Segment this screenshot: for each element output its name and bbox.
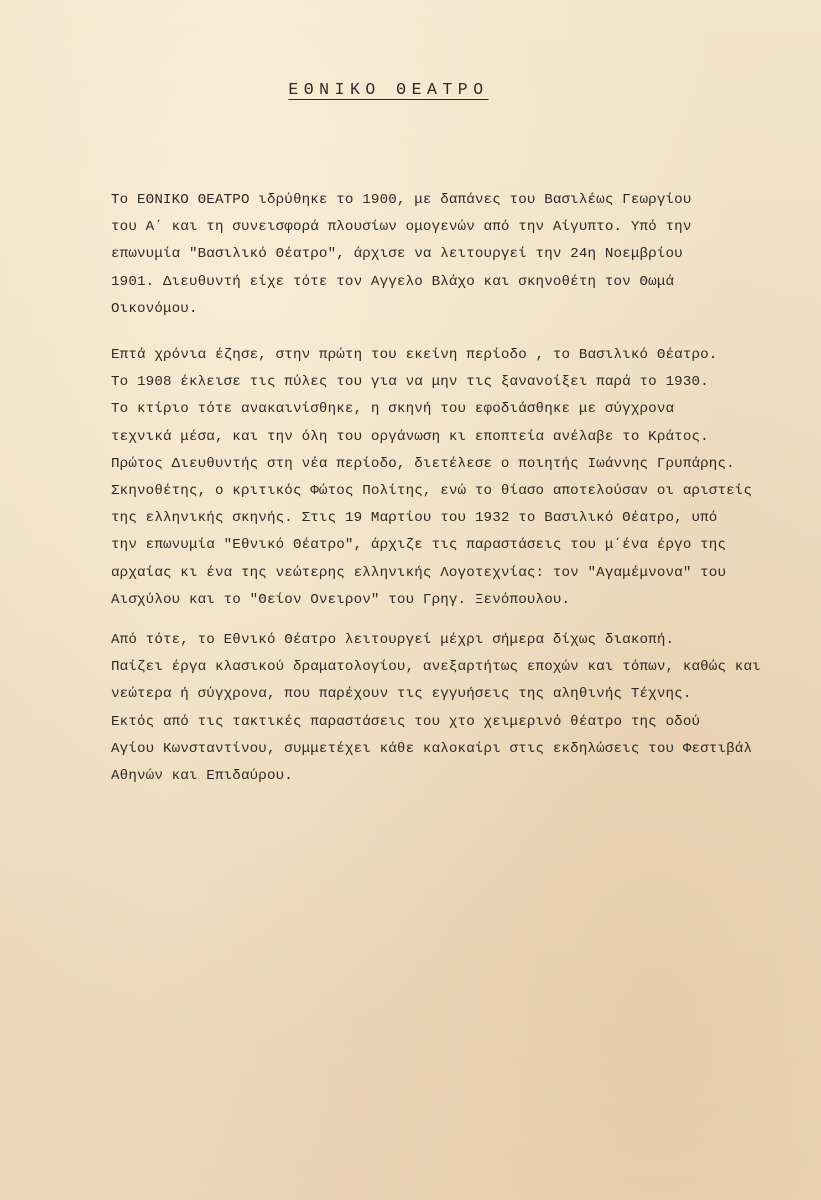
text-line: νεώτερα ή σύγχρονα, που παρέχουν τις εγγυήσεις της αληθινής Τέχνης.: [111, 686, 692, 703]
text-line: της ελληνικής σκηνής. Στις 19 Μαρτίου του 1932 το Βασιλικό Θέατρο, υπό: [111, 510, 718, 527]
text-line: 1901. Διευθυντή είχε τότε τον Αγγελο Βλάχο και σκηνοθέτη τον Θωμά: [111, 273, 675, 290]
paragraph-today: [111, 627, 801, 790]
text-line: τεχνικά μέσα, και την όλη του οργάνωση κι εποπτεία ανέλαβε το Κράτος.: [111, 428, 709, 445]
text-line: Πρώτος Διευθυντής στη νέα περίοδο, διετέλεσε ο ποιητής Ιωάννης Γρυπάρης.: [111, 455, 735, 472]
text-line: Το ΕΘΝΙΚΟ ΘΕΑΤΡΟ ιδρύθηκε το 1900, με δαπάνες του Βασιλέως Γεωργίου: [111, 192, 692, 208]
text-line: Αισχύλου και το "Θείον Ονειρον" του Γρηγ. Ξενόπουλου.: [111, 591, 571, 608]
text-line: Από τότε, το Εθνικό Θέατρο λειτουργεί μέχρι σήμερα δίχως διακοπή.: [111, 632, 675, 648]
document-title: ΕΘΝΙΚΟ ΘΕΑΤΡΟ: [288, 80, 489, 99]
text-line: Οικονόμου.: [111, 300, 198, 317]
text-line: την επωνυμία "Εθνικό Θέατρο", άρχιζε τις παραστάσεις του μ΄ένα έργο της: [111, 537, 727, 554]
paragraph-history: [111, 187, 801, 323]
text-line: του Α΄ και τη συνεισφορά πλουσίων ομογενών από την Αίγυπτο. Υπό την: [111, 219, 692, 236]
text-line: αρχαίας κι ένα της νεώτερης ελληνικής Λογοτεχνίας: τον "Αγαμέμνονα" του: [111, 564, 727, 581]
text-line: Αγίου Κωνσταντίνου, συμμετέχει κάθε καλοκαίρι στις εκδηλώσεις του Φεστιβάλ: [111, 740, 753, 757]
text-line: Το κτίριο τότε ανακαινίσθηκε, η σκηνή του εφοδιάσθηκε με σύγχρονα: [111, 401, 675, 418]
text-line: επωνυμία "Βασιλικό Θέατρο", άρχισε να λειτουργεί την 24η Νοεμβρίου: [111, 246, 683, 263]
text-line: Σκηνοθέτης, ο κριτικός Φώτος Πολίτης, ενώ το θίασο αποτελούσαν οι αριστείς: [111, 483, 753, 500]
paragraph-royal-theatre: [111, 342, 801, 614]
text-line: Εκτός από τις τακτικές παραστάσεις του χτο χειμερινό θέατρο της οδού: [111, 713, 701, 730]
text-line: Παίζει έργα κλασικού δραματολογίου, ανεξαρτήτως εποχών και τόπων, καθώς και: [111, 659, 761, 676]
text-line: Το 1908 έκλεισε τις πύλες του για να μην τις ξανανοίξει παρά το 1930.: [111, 374, 709, 391]
text-line: Αθηνών και Επιδαύρου.: [111, 768, 293, 785]
text-line: Επτά χρόνια έζησε, στην πρώτη του εκείνη περίοδο , το Βασιλικό Θέατρο.: [111, 347, 718, 363]
